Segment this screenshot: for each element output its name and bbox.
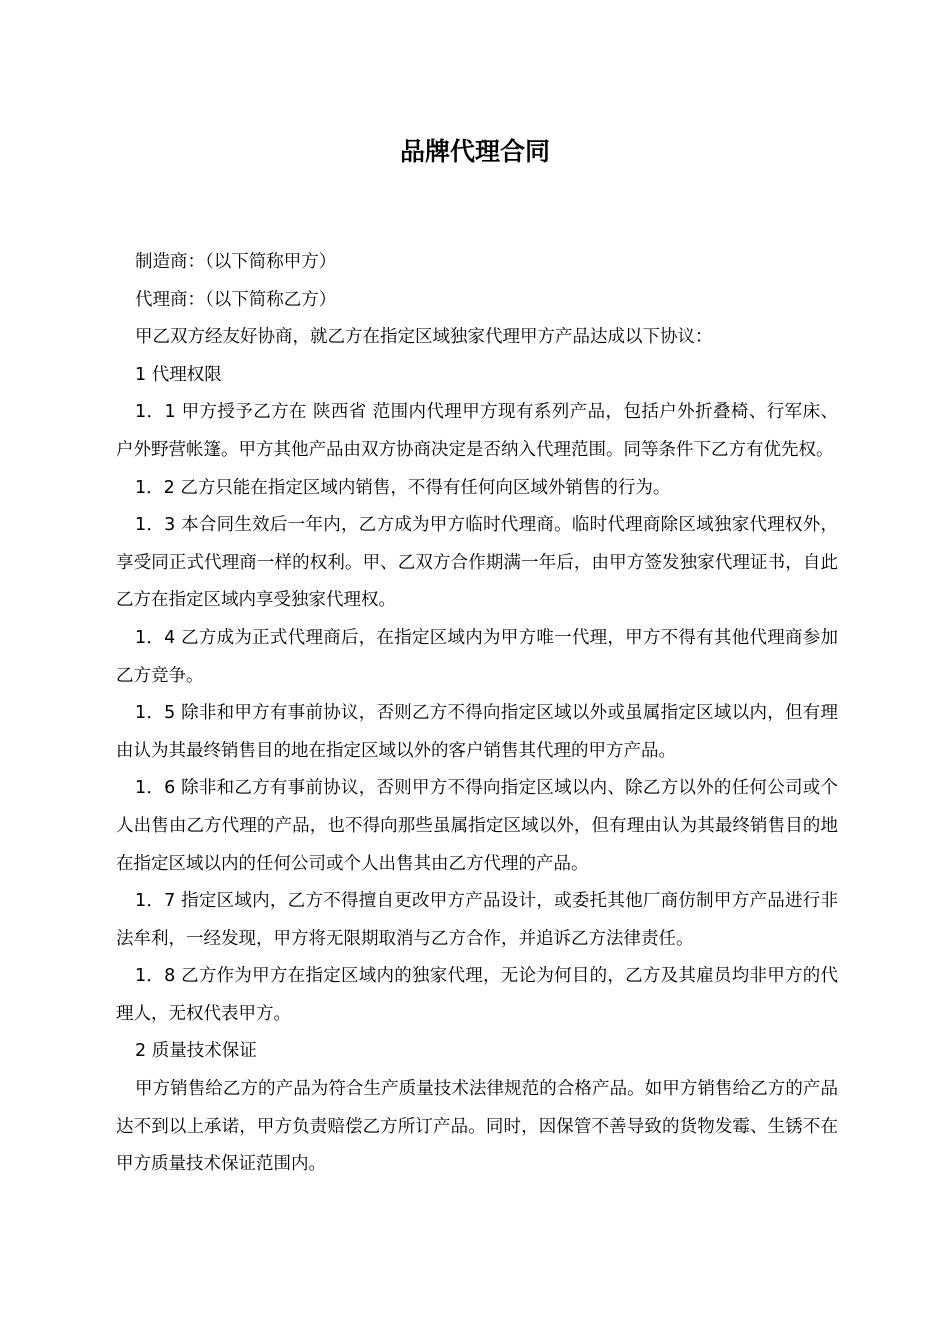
document-body (116, 244, 838, 1184)
document-title: 品牌代理合同 (399, 137, 550, 166)
section-heading-agency-rights: 1 代理权限 (135, 364, 222, 385)
quality-clause: 甲方销售给乙方的产品为符合生产质量技术法律规范的合格产品。如甲方销售给乙方的产品达不到以上承诺，甲方负责赔偿乙方所订产品。同时，因保管不善导致的货物发霉、生锈不在甲方质量技术保证范围内。 (116, 1079, 838, 1175)
agreement-intro: 甲乙双方经友好协商，就乙方在指定区域独家代理甲方产品达成以下协议： (135, 327, 713, 348)
clause-1-6: 1．6 除非和乙方有事前协议，否则甲方不得向指定区域以内、除乙方以外的任何公司或个人出售由乙方代理的产品，也不得向那些虽属指定区域以外，但有理由认为其最终销售目的地在指定区域以内的任何公司或个人出售其由乙方代理的产品。 (116, 778, 838, 874)
clause-1-3: 1．3 本合同生效后一年内，乙方成为甲方临时代理商。临时代理商除区域独家代理权外，享受同正式代理商一样的权利。甲、乙双方合作期满一年后，由甲方签发独家代理证书，自此乙方在指定区域内享受独家代理权。 (116, 515, 838, 611)
agent-line: 代理商：（以下简称乙方） (135, 289, 337, 310)
clause-1-1: 1．1 甲方授予乙方在 陕西省 范围内代理甲方现有系列产品，包括户外折叠椅、行军床、户外野营帐篷。甲方其他产品由双方协商决定是否纳入代理范围。同等条件下乙方有优先权。 (116, 402, 838, 460)
section-heading-quality: 2 质量技术保证 (135, 1041, 257, 1062)
clause-1-5: 1．5 除非和甲方有事前协议，否则乙方不得向指定区域以外或虽属指定区域以内，但有理由认为其最终销售目的地在指定区域以外的客户销售其代理的甲方产品。 (116, 703, 838, 761)
clause-1-2: 1．2 乙方只能在指定区域内销售，不得有任何向区域外销售的行为。 (135, 477, 671, 498)
manufacturer-line: 制造商：（以下简称甲方） (135, 252, 337, 272)
clause-1-8: 1．8 乙方作为甲方在指定区域内的独家代理，无论为何目的，乙方及其雇员均非甲方的代理人，无权代表甲方。 (116, 966, 838, 1024)
clause-1-7: 1．7 指定区域内，乙方不得擅自更改甲方产品设计，或委托其他厂商仿制甲方产品进行非法牟利，一经发现，甲方将无限期取消与乙方合作，并追诉乙方法律责任。 (116, 891, 838, 949)
clause-1-4: 1．4 乙方成为正式代理商后，在指定区域内为甲方唯一代理，甲方不得有其他代理商参加乙方竞争。 (116, 627, 838, 686)
